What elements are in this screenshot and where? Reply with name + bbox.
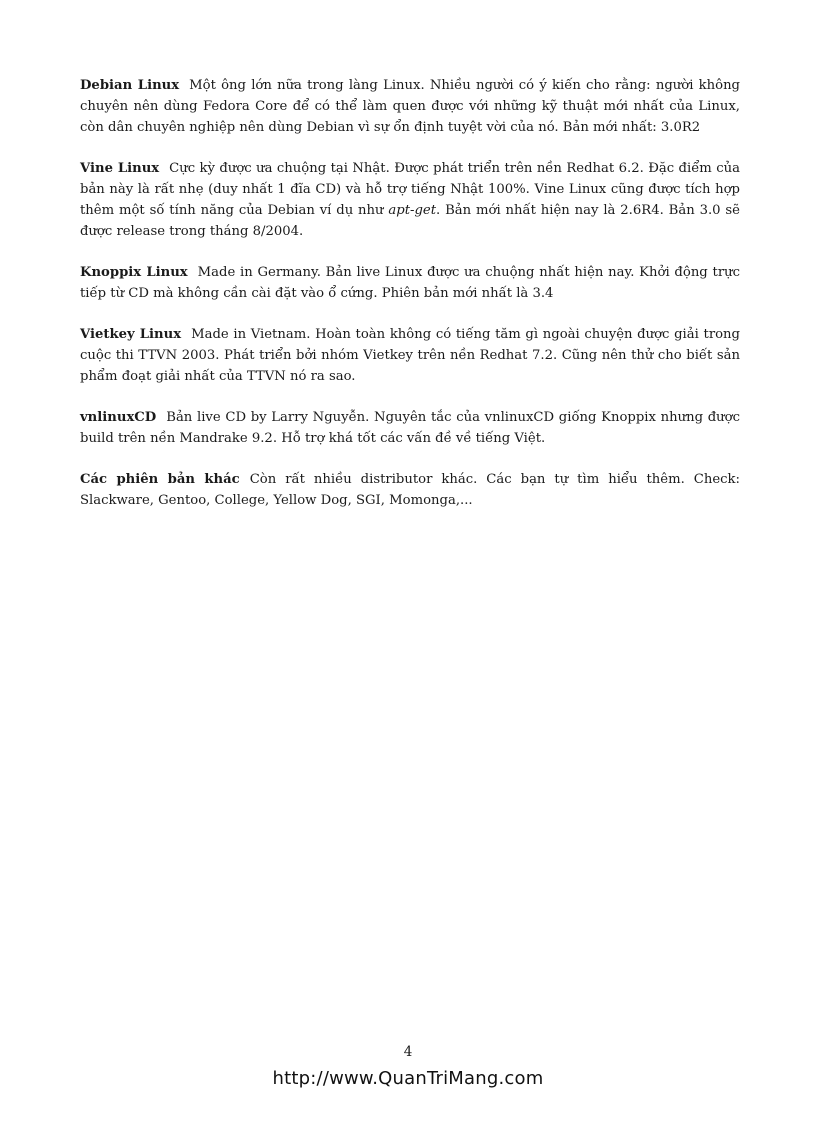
footer-url: http://www.QuanTriMang.com xyxy=(272,1068,544,1089)
entry-text: Made in Germany. Bản live Linux được ưa chuộng nhất hiện nay. Khởi động trực tiếp từ CD mà không cần cài đặt vào ổ cứng. Phiên bản mới nhất là 3.4 xyxy=(80,265,740,301)
entry-term: vnlinuxCD xyxy=(80,410,157,425)
entry-text: Bản live CD by Larry Nguyễn. Nguyên tắc của vnlinuxCD giống Knoppix nhưng được build trên nền Mandrake 9.2. Hỗ trợ khá tốt các vấn đề về tiếng Việt. xyxy=(80,410,740,446)
entry-vietkey-linux xyxy=(80,324,740,387)
entry-text: Made in Vietnam. Hoàn toàn không có tiếng tăm gì ngoài chuyện được giải trong cuộc thi TTVN 2003. Phát triển bởi nhóm Vietkey trên nền Redhat 7.2. Cũng nên thử cho biết sản phẩm đoạt giải nhất của TTVN nó ra sao. xyxy=(80,327,740,384)
entry-term: Vine Linux xyxy=(80,161,160,176)
entry-debian-linux xyxy=(80,75,740,138)
entry-text: Cực kỳ được ưa chuộng tại Nhật. Được phát triển trên nền Redhat 6.2. Đặc điểm của bản này là rất nhẹ (duy nhất 1 đĩa CD) và hỗ trợ tiếng Nhật 100%. Vine Linux cũng được tích hợp thêm một số tính năng của Debian ví dụ như xyxy=(80,161,740,218)
entry-term: Vietkey Linux xyxy=(80,327,182,342)
entry-term: Các phiên bản khác xyxy=(80,472,240,487)
entry-text: Một ông lớn nữa trong làng Linux. Nhiều người có ý kiến cho rằng: người không chuyên nên dùng Fedora Core để có thể làm quen được với những kỹ thuật mới nhất của Linux, còn dân chuyên nghiệp nên dùng Debian vì sự ổn định tuyệt vời của nó. Bản mới nhất: 3.0R2 xyxy=(80,78,741,135)
entry-text-after: . Bản mới nhất hiện nay là 2.6R4. Bản 3.0 sẽ được release trong tháng 8/2004. xyxy=(80,203,740,239)
entry-vnlinuxcd xyxy=(80,407,740,449)
entry-knoppix-linux xyxy=(80,262,740,304)
page-number: 4 xyxy=(403,1044,413,1060)
entry-other-versions xyxy=(80,469,740,511)
entry-term: Debian Linux xyxy=(80,78,180,93)
entry-text: Còn rất nhiều distributor khác. Các bạn tự tìm hiểu thêm. Check: Slackware, Gentoo, College, Yellow Dog, SGI, Momonga,... xyxy=(80,472,740,508)
entry-term: Knoppix Linux xyxy=(80,265,188,280)
page-content xyxy=(80,75,740,531)
entry-emphasis: apt-get xyxy=(388,203,437,218)
entry-vine-linux xyxy=(80,158,740,242)
